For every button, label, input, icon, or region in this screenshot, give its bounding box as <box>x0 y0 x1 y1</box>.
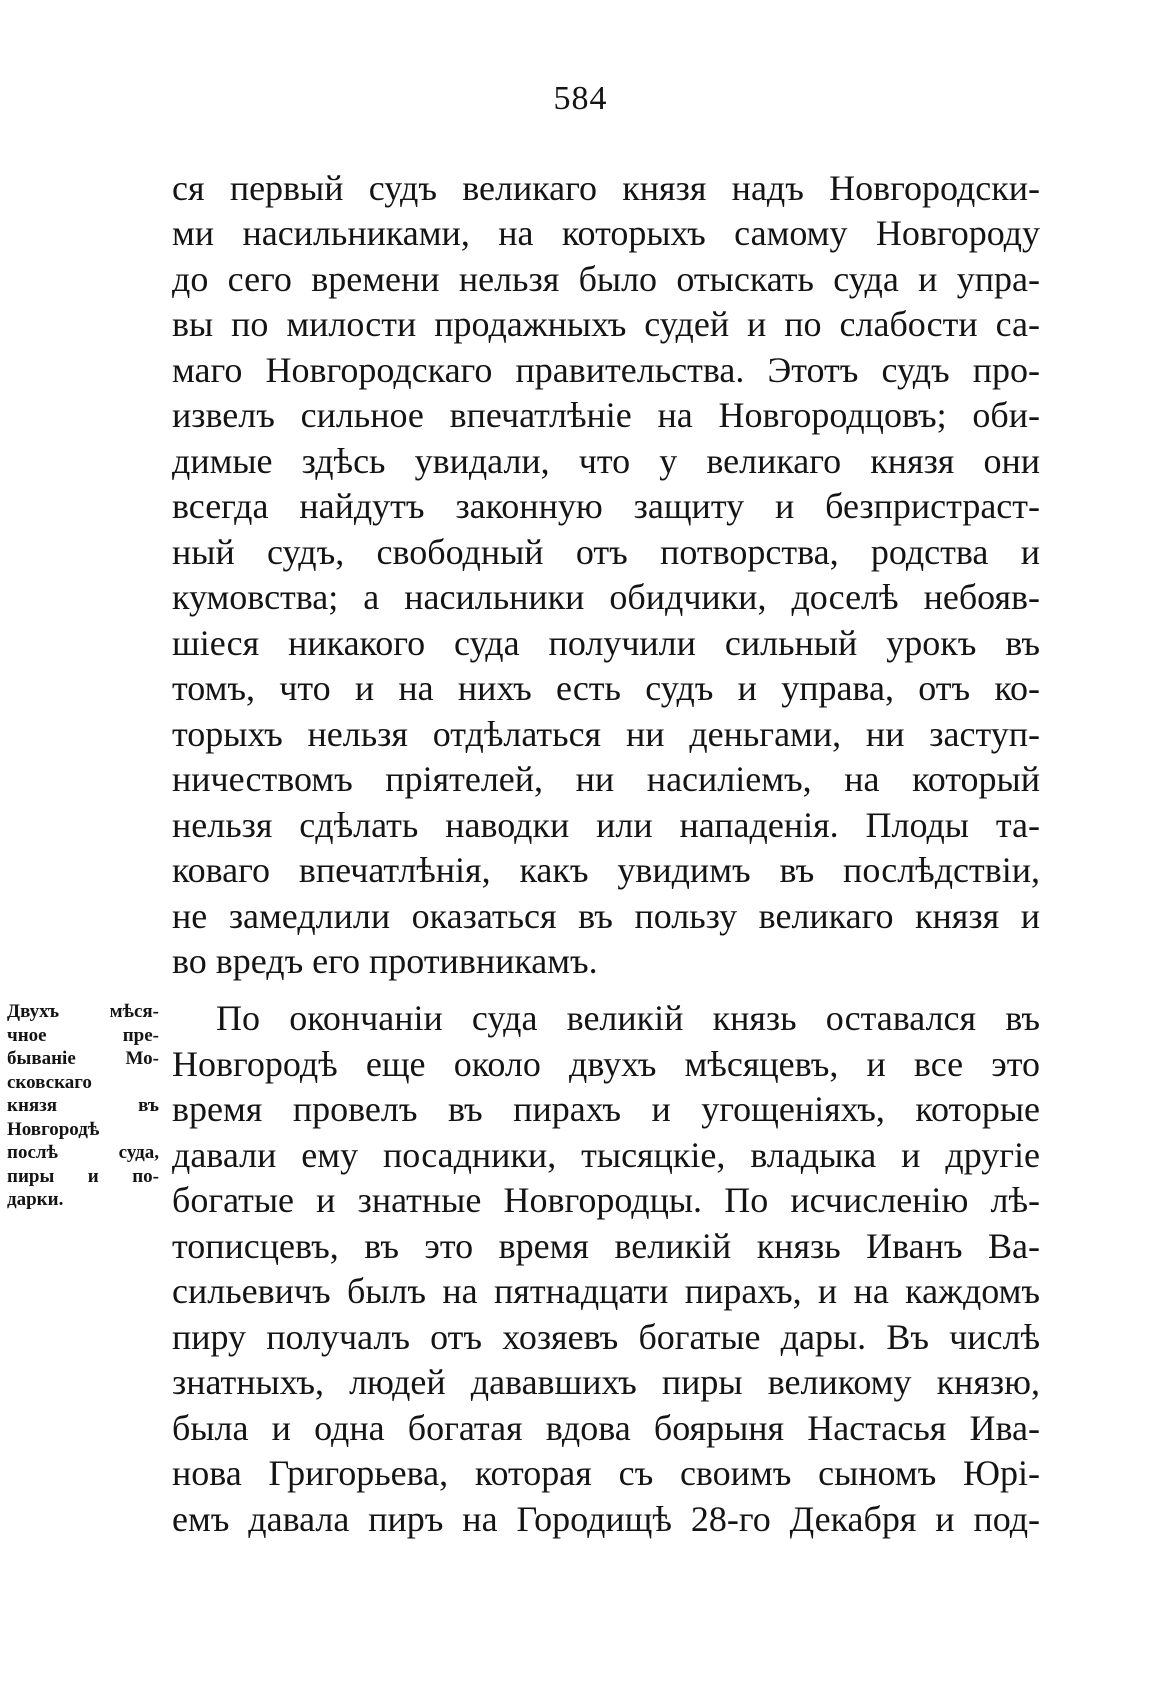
text-line: торыхъ нельзя отдѣлаться ни деньгами, ни заступ- <box>172 714 1040 754</box>
text-line: коваго впечатлѣнія, какъ увидимъ въ послѣдствіи, <box>172 850 1040 890</box>
text-line: всегда найдутъ законную защиту и безпристраст- <box>172 486 1040 526</box>
text-line: богатые и знатные Новгородцы. По исчисленію лѣ- <box>172 1180 1040 1220</box>
text-line: не замедлили оказаться въ пользу великаго князя и <box>172 896 1040 936</box>
margin-note-line: бываніе Мо- <box>7 1048 159 1069</box>
margin-note-line: послѣ суда, <box>7 1142 159 1163</box>
text-line: пиру получалъ отъ хозяевъ богатые дары. Въ числѣ <box>172 1317 1040 1357</box>
margin-note-line: чное пре- <box>7 1024 159 1046</box>
margin-note-line: князя въ <box>7 1095 159 1116</box>
text-line: емъ давала пиръ на Городищѣ 28-го Декабря и под- <box>172 1499 1040 1539</box>
text-line: во вредъ его противникамъ. <box>172 941 598 981</box>
margin-note-line: дарки. <box>7 1189 64 1210</box>
text-line: сильевичъ былъ на пятнадцати пирахъ, и на каждомъ <box>172 1271 1040 1311</box>
text-line: была и одна богатая вдова боярыня Настасья Ива- <box>172 1408 1040 1448</box>
text-line: время провелъ въ пирахъ и угощеніяхъ, которые <box>172 1089 1040 1129</box>
text-line: знатныхъ, людей дававшихъ пиры великому князю, <box>172 1362 1040 1402</box>
margin-note-line: Новгородѣ <box>7 1118 100 1140</box>
margin-note <box>7 1000 159 1212</box>
margin-note-line: Двухъ мѣся- <box>7 1001 159 1022</box>
text-line: ми насильниками, на которыхъ самому Новгороду <box>172 213 1040 253</box>
text-line: ный судъ, свободный отъ потворства, родства и <box>172 532 1040 572</box>
text-line: нова Григорьева, которая съ своимъ сыномъ Юрі- <box>172 1453 1040 1493</box>
margin-note-line: пиры и по- <box>7 1165 159 1187</box>
text-line: кумовства; а насильники обидчики, доселѣ небояв- <box>172 577 1040 617</box>
text-line: ся первый судъ великаго князя надъ Новгородски- <box>172 168 1040 208</box>
text-line: нельзя сдѣлать наводки или нападенія. Плоды та- <box>172 805 1040 845</box>
text-line: извелъ сильное впечатлѣніе на Новгородцовъ; оби- <box>172 395 1040 435</box>
text-line: маго Новгородскаго правительства. Этотъ судъ про- <box>172 350 1040 390</box>
text-line: до сего времени нельзя было отыскать суда и упра- <box>172 259 1040 299</box>
text-line: По окончаніи суда великій князь оставался въ <box>216 998 1040 1038</box>
text-line: тописцевъ, въ это время великій князь Иванъ Ва- <box>172 1226 1040 1266</box>
text-line: томъ, что и на нихъ есть судъ и управа, отъ ко- <box>172 668 1040 708</box>
text-line: шіеся никакого суда получили сильный урокъ въ <box>172 623 1040 663</box>
text-line: вы по милости продажныхъ судей и по слабости са- <box>172 304 1040 344</box>
text-line: ничествомъ пріятелей, ни насиліемъ, на который <box>172 759 1040 799</box>
margin-note-line: сковскаго <box>7 1071 92 1093</box>
page-number: 584 <box>553 80 608 117</box>
text-line: Новгородѣ еще около двухъ мѣсяцевъ, и все это <box>172 1044 1040 1084</box>
text-line: димые здѣсь увидали, что у великаго князя они <box>172 441 1040 481</box>
text-line: давали ему посадники, тысяцкіе, владыка и другіе <box>172 1135 1040 1175</box>
